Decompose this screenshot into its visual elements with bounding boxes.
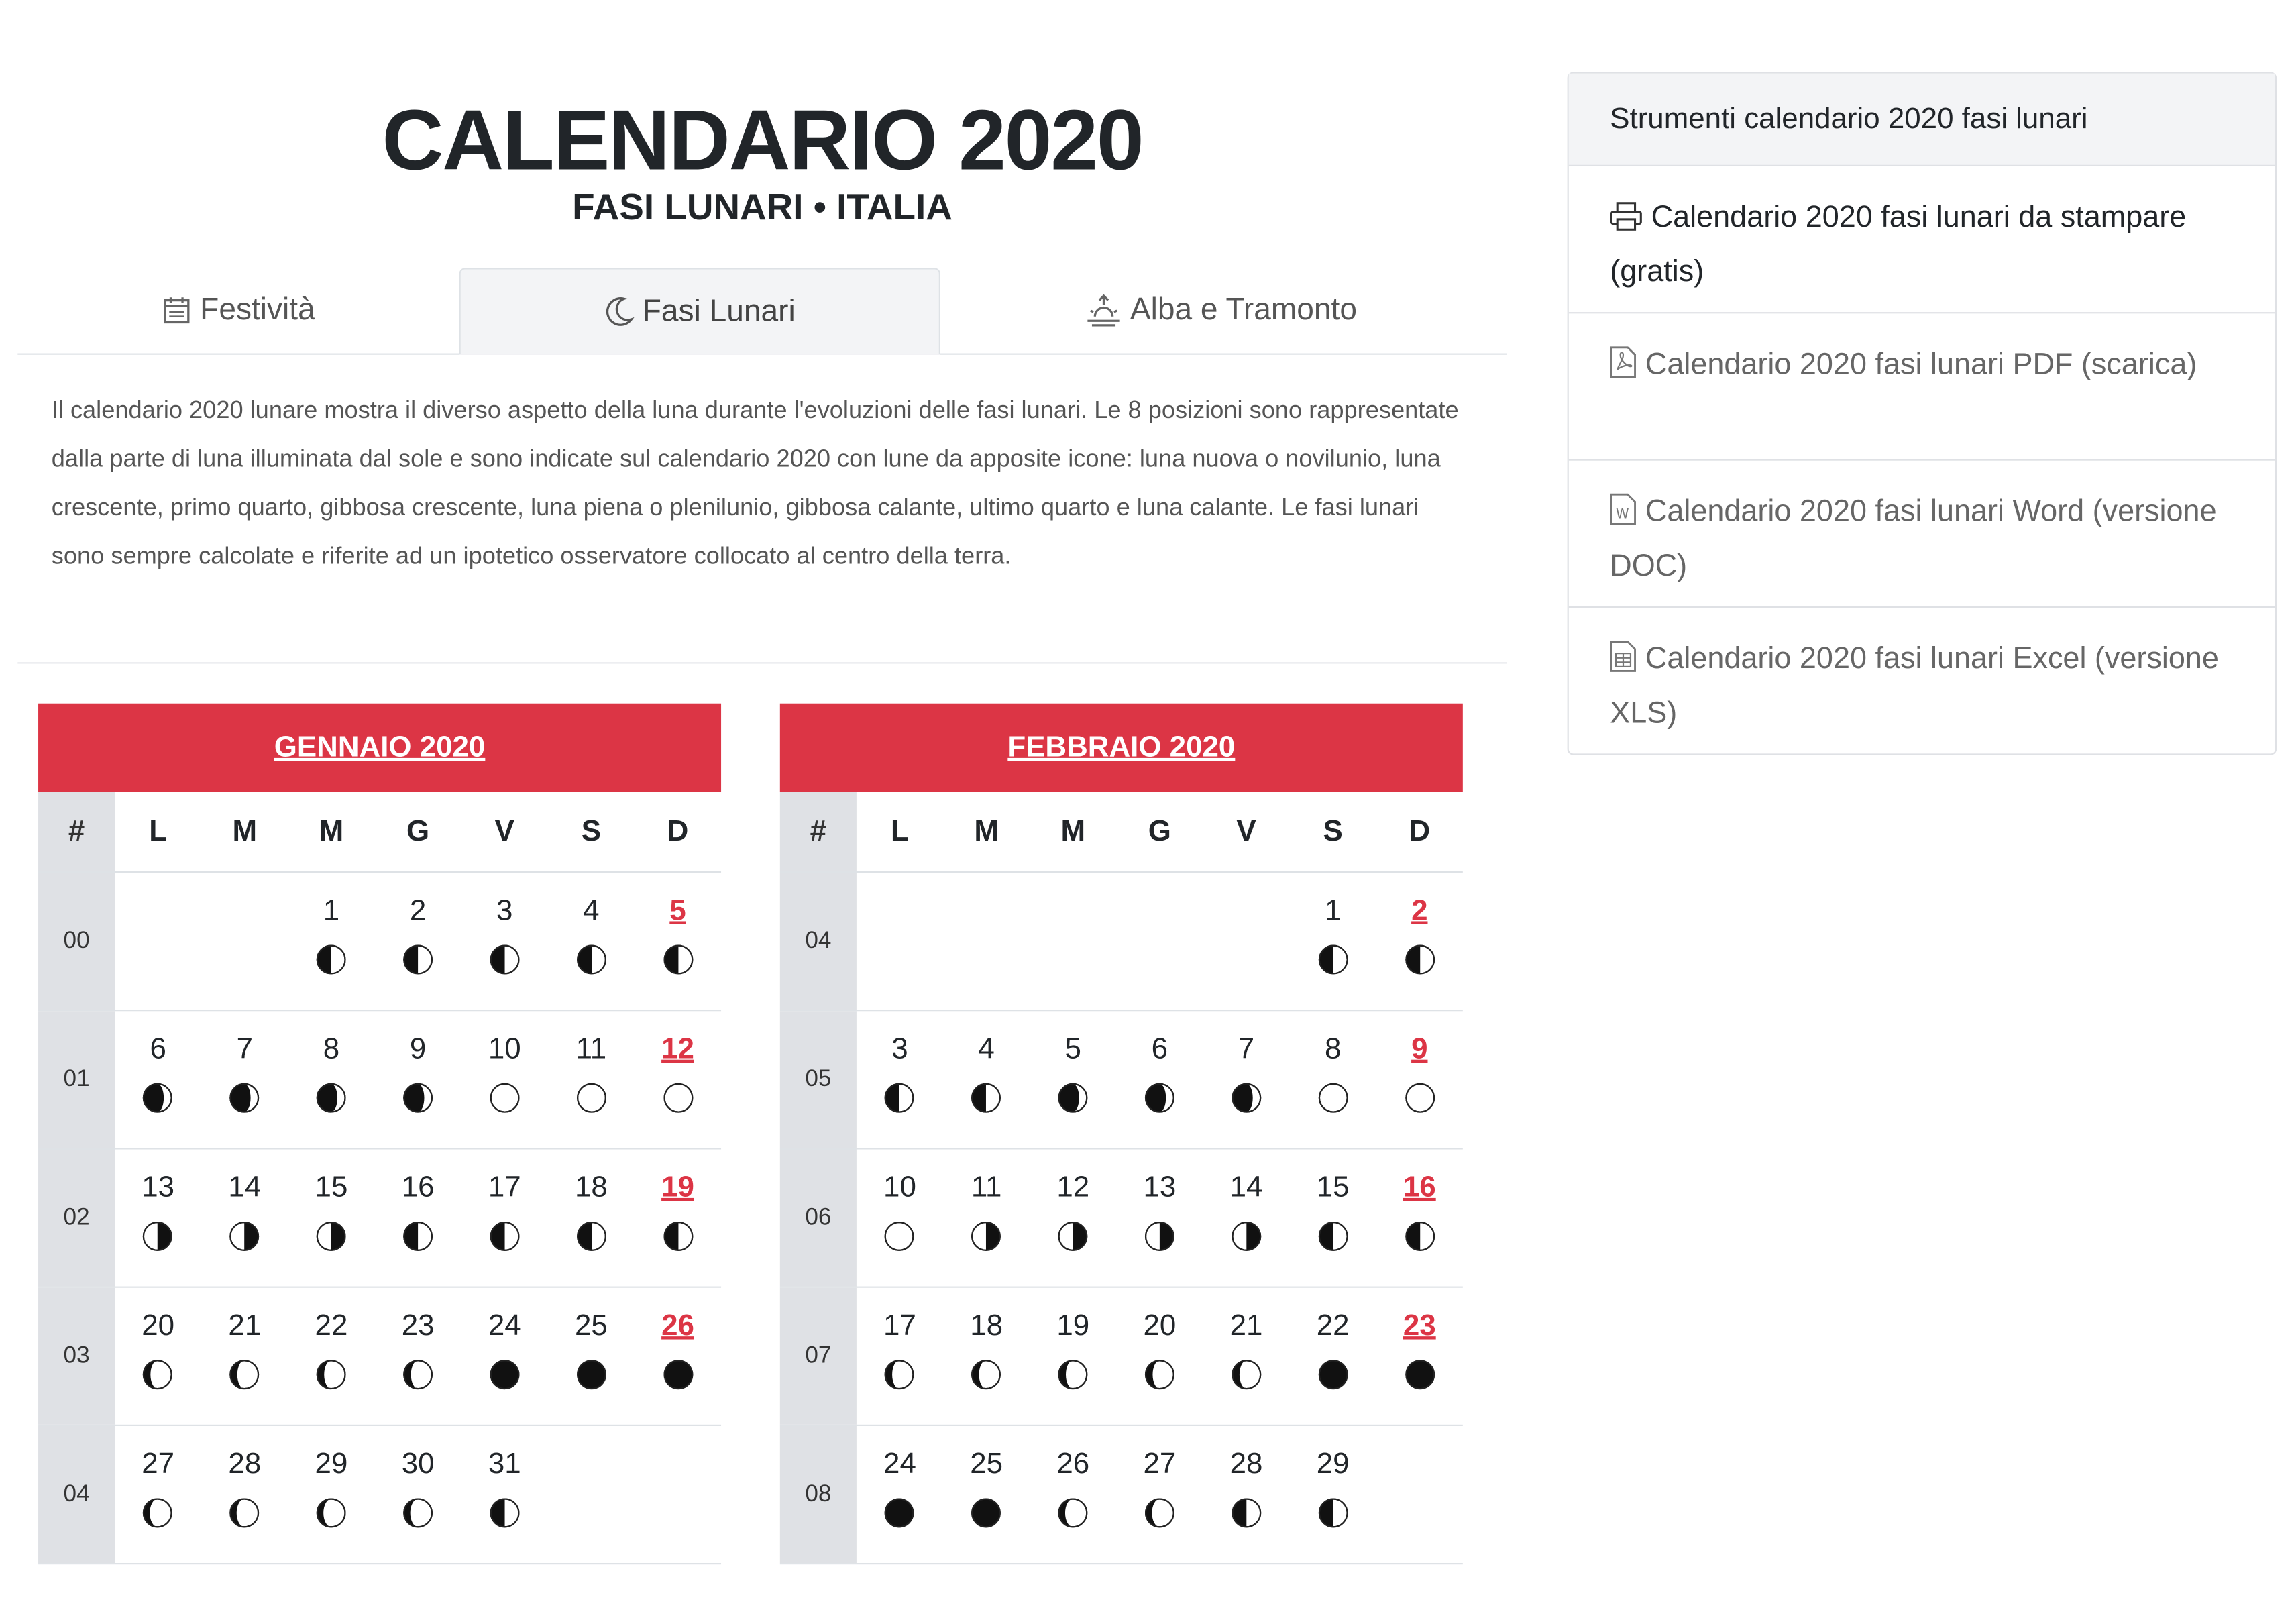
weekday-header: M xyxy=(974,814,999,847)
empty-day-cell xyxy=(548,1426,635,1563)
week-row xyxy=(780,873,1463,1011)
day-number: 14 xyxy=(1229,1171,1263,1204)
moon-first-quarter-icon xyxy=(142,1205,174,1260)
week-row xyxy=(38,1150,721,1288)
moon-waxing-crescent-icon xyxy=(1230,1344,1262,1398)
week-row xyxy=(780,1150,1463,1288)
day-cell xyxy=(548,1288,635,1425)
day-cell xyxy=(1203,1288,1289,1425)
day-cell xyxy=(375,873,461,1010)
sidebar-item-label: Calendario 2020 fasi lunari PDF (scarica) xyxy=(1645,347,2197,382)
sunday-date-link[interactable]: 26 xyxy=(661,1309,694,1342)
day-number: 20 xyxy=(1143,1309,1177,1342)
day-cell xyxy=(1116,1011,1203,1148)
day-number: 4 xyxy=(583,894,600,928)
day-number: 24 xyxy=(883,1448,916,1481)
day-cell xyxy=(1116,1288,1203,1425)
page-title: CALENDARIO 2020 xyxy=(382,93,1143,188)
day-number: 15 xyxy=(1316,1171,1350,1204)
day-cell xyxy=(1376,1288,1463,1425)
sunday-date-link[interactable]: 16 xyxy=(1403,1171,1436,1204)
week-number: 07 xyxy=(780,1288,857,1425)
moon-last-quarter-icon xyxy=(1230,1482,1262,1536)
week-row xyxy=(780,1288,1463,1426)
day-number: 18 xyxy=(970,1309,1003,1342)
month-title-link[interactable]: GENNAIO 2020 xyxy=(38,704,721,792)
moon-first-quarter-icon xyxy=(970,1205,1002,1260)
moon-first-quarter-icon xyxy=(315,1205,347,1260)
month-card-gennaio xyxy=(38,704,721,1564)
day-cell xyxy=(1030,1011,1116,1148)
moon-crescent-icon xyxy=(1057,1482,1089,1536)
moon-full-icon xyxy=(1403,1067,1435,1122)
moon-waning-gibbous-icon xyxy=(1057,1067,1089,1122)
sunrise-icon xyxy=(1086,294,1122,326)
sidebar-item-word[interactable] xyxy=(1569,461,2275,608)
sunday-date-link[interactable]: 9 xyxy=(1411,1033,1428,1066)
day-number: 10 xyxy=(883,1171,916,1204)
week-number: 03 xyxy=(38,1288,115,1425)
week-row xyxy=(38,1011,721,1149)
weekday-header: V xyxy=(494,814,514,847)
day-number: 25 xyxy=(574,1309,608,1342)
moon-waning-gibbous-icon xyxy=(229,1067,261,1122)
tab-festivita[interactable] xyxy=(17,268,459,352)
day-cell xyxy=(115,1150,201,1287)
day-cell xyxy=(1290,1288,1376,1425)
day-cell xyxy=(375,1011,461,1148)
day-cell xyxy=(115,1011,201,1148)
moon-crescent-icon xyxy=(315,1482,347,1536)
sunday-date-link[interactable]: 2 xyxy=(1411,894,1428,928)
weekday-header: S xyxy=(581,814,602,847)
moon-waning-gibbous-icon xyxy=(1144,1067,1176,1122)
day-number: 22 xyxy=(1316,1309,1350,1342)
day-number: 10 xyxy=(488,1033,521,1066)
moon-last-quarter-icon xyxy=(661,1205,694,1260)
moon-last-quarter-icon xyxy=(575,928,607,983)
day-cell xyxy=(1203,1426,1289,1563)
day-number: 2 xyxy=(409,894,427,928)
weekday-header: L xyxy=(891,814,909,847)
month-title-link[interactable]: FEBBRAIO 2020 xyxy=(780,704,1463,792)
weekday-header: G xyxy=(406,814,430,847)
day-number: 1 xyxy=(1324,894,1342,928)
moon-full-icon xyxy=(488,1067,521,1122)
day-number: 26 xyxy=(1056,1448,1090,1481)
weekday-header: D xyxy=(1409,814,1431,847)
moon-crescent-icon xyxy=(1144,1482,1176,1536)
weekday-header: M xyxy=(232,814,258,847)
week-number: 06 xyxy=(780,1150,857,1287)
day-cell xyxy=(375,1288,461,1425)
week-row xyxy=(38,1288,721,1426)
moon-new-icon xyxy=(883,1482,916,1536)
day-cell xyxy=(1030,1288,1116,1425)
tab-label: Fasi Lunari xyxy=(642,293,796,328)
day-number: 17 xyxy=(488,1171,521,1204)
day-number: 17 xyxy=(883,1309,916,1342)
day-cell xyxy=(1290,1150,1376,1287)
weekday-header: V xyxy=(1236,814,1256,847)
moon-last-quarter-icon xyxy=(970,1067,1002,1122)
sidebar-item-print[interactable] xyxy=(1569,166,2275,313)
sidebar-item-label: Calendario 2020 fasi lunari da stampare (gratis) xyxy=(1610,200,2187,289)
day-number: 29 xyxy=(1316,1448,1350,1481)
day-number: 12 xyxy=(1056,1171,1090,1204)
tab-alba-tramonto[interactable] xyxy=(974,268,1468,352)
day-cell xyxy=(943,1011,1030,1148)
day-number: 19 xyxy=(1056,1309,1090,1342)
day-cell xyxy=(943,1288,1030,1425)
week-number: 02 xyxy=(38,1150,115,1287)
day-number: 27 xyxy=(142,1448,175,1481)
day-cell xyxy=(635,1011,721,1148)
weekday-header: M xyxy=(319,814,344,847)
day-number: 30 xyxy=(401,1448,435,1481)
day-cell xyxy=(1203,1011,1289,1148)
week-row xyxy=(38,1426,721,1564)
day-cell xyxy=(548,1150,635,1287)
day-number: 31 xyxy=(488,1448,521,1481)
day-cell xyxy=(461,1011,548,1148)
day-cell xyxy=(288,1426,374,1563)
week-number-header: # xyxy=(780,792,857,871)
day-cell xyxy=(461,873,548,1010)
day-cell xyxy=(1290,873,1376,1010)
sidebar-item-excel[interactable] xyxy=(1569,608,2275,755)
weekday-header: S xyxy=(1323,814,1343,847)
day-number: 16 xyxy=(401,1171,435,1204)
moon-crescent-icon xyxy=(229,1482,261,1536)
moon-last-quarter-icon xyxy=(883,1067,916,1122)
day-number: 5 xyxy=(1064,1033,1081,1066)
week-number: 04 xyxy=(38,1426,115,1563)
day-number: 1 xyxy=(323,894,340,928)
empty-day-cell xyxy=(115,873,201,1010)
week-number-header: # xyxy=(38,792,115,871)
day-cell xyxy=(288,873,374,1010)
sidebar-tools xyxy=(1568,72,2277,755)
sidebar-item-label: Calendario 2020 fasi lunari Excel (versione XLS) xyxy=(1610,641,2219,731)
day-cell xyxy=(943,1150,1030,1287)
day-number: 29 xyxy=(315,1448,348,1481)
day-number: 15 xyxy=(315,1171,348,1204)
moon-new-icon xyxy=(488,1344,521,1398)
day-cell xyxy=(461,1426,548,1563)
day-number: 25 xyxy=(970,1448,1003,1481)
day-number: 14 xyxy=(228,1171,262,1204)
empty-day-cell xyxy=(943,873,1030,1010)
week-number: 08 xyxy=(780,1426,857,1563)
day-cell xyxy=(201,1011,288,1148)
day-cell xyxy=(635,1288,721,1425)
day-number: 9 xyxy=(409,1033,427,1066)
day-number: 13 xyxy=(1143,1171,1177,1204)
moon-new-icon xyxy=(1403,1344,1435,1398)
moon-first-quarter-icon xyxy=(1230,1205,1262,1260)
moon-new-icon xyxy=(575,1344,607,1398)
day-cell xyxy=(1290,1426,1376,1563)
empty-day-cell xyxy=(1116,873,1203,1010)
week-row xyxy=(780,1011,1463,1149)
day-cell xyxy=(1030,1426,1116,1563)
tab-label: Festività xyxy=(200,292,315,326)
moon-last-quarter-icon xyxy=(488,928,521,983)
day-cell xyxy=(857,1011,943,1148)
day-number: 3 xyxy=(496,894,513,928)
moon-waxing-crescent-icon xyxy=(1057,1344,1089,1398)
moon-last-quarter-icon xyxy=(1403,928,1435,983)
day-number: 11 xyxy=(576,1033,607,1066)
day-cell xyxy=(288,1011,374,1148)
day-cell xyxy=(201,1288,288,1425)
svg-text:W: W xyxy=(1616,506,1629,522)
word-file-icon xyxy=(1610,492,1636,542)
day-cell xyxy=(1376,1011,1463,1148)
weekday-header-row xyxy=(38,792,721,873)
day-number: 6 xyxy=(1151,1033,1168,1066)
moon-icon xyxy=(604,295,634,327)
empty-day-cell xyxy=(201,873,288,1010)
day-number: 11 xyxy=(971,1171,1002,1204)
day-cell xyxy=(461,1150,548,1287)
day-cell xyxy=(1376,1150,1463,1287)
moon-last-quarter-icon xyxy=(402,928,434,983)
tab-fasi-lunari[interactable] xyxy=(459,268,940,354)
day-cell xyxy=(1116,1150,1203,1287)
printer-icon xyxy=(1610,197,1642,248)
day-cell xyxy=(635,1150,721,1287)
moon-first-quarter-icon xyxy=(1057,1205,1089,1260)
day-cell xyxy=(1203,1150,1289,1287)
day-cell xyxy=(857,1426,943,1563)
moon-new-icon xyxy=(970,1482,1002,1536)
moon-waning-gibbous-icon xyxy=(1230,1067,1262,1122)
day-cell xyxy=(288,1288,374,1425)
day-number: 27 xyxy=(1143,1448,1177,1481)
day-number: 21 xyxy=(1229,1309,1263,1342)
moon-last-quarter-icon xyxy=(1317,928,1349,983)
day-cell xyxy=(1116,1426,1203,1563)
moon-last-quarter-icon xyxy=(488,1482,521,1536)
empty-day-cell xyxy=(857,873,943,1010)
day-number: 4 xyxy=(978,1033,995,1066)
excel-file-icon xyxy=(1610,639,1636,689)
empty-day-cell xyxy=(1203,873,1289,1010)
tab-label: Alba e Tramonto xyxy=(1130,292,1357,326)
day-cell xyxy=(115,1426,201,1563)
page-subtitle: FASI LUNARI • ITALIA xyxy=(572,186,952,229)
moon-crescent-icon xyxy=(402,1482,434,1536)
weekday-header: D xyxy=(667,814,689,847)
pdf-file-icon xyxy=(1610,344,1636,394)
moon-first-quarter-icon xyxy=(1144,1205,1176,1260)
sunday-date-link[interactable]: 5 xyxy=(669,894,686,928)
moon-waxing-crescent-icon xyxy=(883,1344,916,1398)
moon-waning-gibbous-icon xyxy=(315,1067,347,1122)
moon-waxing-crescent-icon xyxy=(229,1344,261,1398)
day-cell xyxy=(375,1426,461,1563)
day-number: 7 xyxy=(1238,1033,1255,1066)
day-cell xyxy=(1030,1150,1116,1287)
main-content xyxy=(17,0,1507,1597)
week-row xyxy=(38,873,721,1011)
moon-first-quarter-icon xyxy=(229,1205,261,1260)
moon-full-icon xyxy=(661,1067,694,1122)
weekday-header: G xyxy=(1148,814,1171,847)
day-number: 21 xyxy=(228,1309,262,1342)
day-cell xyxy=(943,1426,1030,1563)
weekday-header: L xyxy=(149,814,168,847)
sunday-date-link[interactable]: 12 xyxy=(661,1033,694,1066)
moon-crescent-icon xyxy=(142,1482,174,1536)
day-number: 18 xyxy=(574,1171,608,1204)
month-card-febbraio xyxy=(780,704,1463,1564)
day-cell xyxy=(548,873,635,1010)
day-number: 24 xyxy=(488,1309,521,1342)
day-cell xyxy=(857,1150,943,1287)
divider xyxy=(17,662,1507,663)
day-number: 7 xyxy=(236,1033,254,1066)
moon-waning-gibbous-icon xyxy=(402,1067,434,1122)
tab-bar xyxy=(17,268,1507,354)
day-number: 28 xyxy=(228,1448,262,1481)
moon-last-quarter-icon xyxy=(315,928,347,983)
moon-last-quarter-icon xyxy=(402,1205,434,1260)
week-number: 04 xyxy=(780,873,857,1010)
weekday-header: M xyxy=(1060,814,1086,847)
moon-new-icon xyxy=(661,1344,694,1398)
description-text: Il calendario 2020 lunare mostra il diverso aspetto della luna durante l'evoluzioni delle fasi lunari. Le 8 posizioni sono rappresentate dalla parte di luna illuminata dal sole e sono indicate sul calendario 2020 con lune da apposite icone: luna nuova o novilunio, luna crescente, primo quarto, gibbosa crescente, luna piena o plenilunio, gibbosa calante, ultimo quarto e luna calante. Le fasi lunari sono sempre calcolate e riferite ad un ipotetico osservatore collocato al centro della terra. xyxy=(51,397,1459,570)
day-number: 6 xyxy=(150,1033,166,1066)
day-number: 22 xyxy=(315,1309,348,1342)
moon-last-quarter-icon xyxy=(488,1205,521,1260)
moon-last-quarter-icon xyxy=(1403,1205,1435,1260)
moon-full-icon xyxy=(883,1205,916,1260)
moon-waxing-crescent-icon xyxy=(1144,1344,1176,1398)
moon-full-icon xyxy=(575,1067,607,1122)
moon-waning-gibbous-icon xyxy=(142,1067,174,1122)
moon-waxing-crescent-icon xyxy=(142,1344,174,1398)
sunday-date-link[interactable]: 19 xyxy=(661,1171,694,1204)
moon-waxing-crescent-icon xyxy=(970,1344,1002,1398)
day-number: 8 xyxy=(323,1033,340,1066)
month-grid xyxy=(780,792,1463,1564)
moon-last-quarter-icon xyxy=(1317,1205,1349,1260)
sidebar-item-label: Calendario 2020 fasi lunari Word (versione DOC) xyxy=(1610,494,2217,583)
day-number: 8 xyxy=(1324,1033,1342,1066)
week-number: 05 xyxy=(780,1011,857,1148)
moon-new-icon xyxy=(1317,1344,1349,1398)
moon-last-quarter-icon xyxy=(1317,1482,1349,1536)
sidebar-item-pdf[interactable] xyxy=(1569,313,2275,460)
day-cell xyxy=(857,1288,943,1425)
sidebar-title: Strumenti calendario 2020 fasi lunari xyxy=(1569,74,2275,166)
day-cell xyxy=(548,1011,635,1148)
sunday-date-link[interactable]: 23 xyxy=(1403,1309,1436,1342)
day-cell xyxy=(201,1426,288,1563)
moon-waxing-crescent-icon xyxy=(402,1344,434,1398)
day-number: 20 xyxy=(142,1309,175,1342)
week-number: 01 xyxy=(38,1011,115,1148)
empty-day-cell xyxy=(635,1426,721,1563)
day-cell xyxy=(1376,873,1463,1010)
moon-last-quarter-icon xyxy=(661,928,694,983)
empty-day-cell xyxy=(1376,1426,1463,1563)
moon-full-icon xyxy=(1317,1067,1349,1122)
day-number: 23 xyxy=(401,1309,435,1342)
weekday-header-row xyxy=(780,792,1463,873)
day-cell xyxy=(461,1288,548,1425)
empty-day-cell xyxy=(1030,873,1116,1010)
week-row xyxy=(780,1426,1463,1564)
calendar-icon xyxy=(162,295,191,325)
day-cell xyxy=(288,1150,374,1287)
day-number: 13 xyxy=(142,1171,175,1204)
day-number: 28 xyxy=(1229,1448,1263,1481)
day-cell xyxy=(1290,1011,1376,1148)
day-cell xyxy=(635,873,721,1010)
day-cell xyxy=(201,1150,288,1287)
moon-waxing-crescent-icon xyxy=(315,1344,347,1398)
moon-last-quarter-icon xyxy=(575,1205,607,1260)
day-number: 3 xyxy=(891,1033,908,1066)
week-number: 00 xyxy=(38,873,115,1010)
month-grid xyxy=(38,792,721,1564)
day-cell xyxy=(115,1288,201,1425)
day-cell xyxy=(375,1150,461,1287)
